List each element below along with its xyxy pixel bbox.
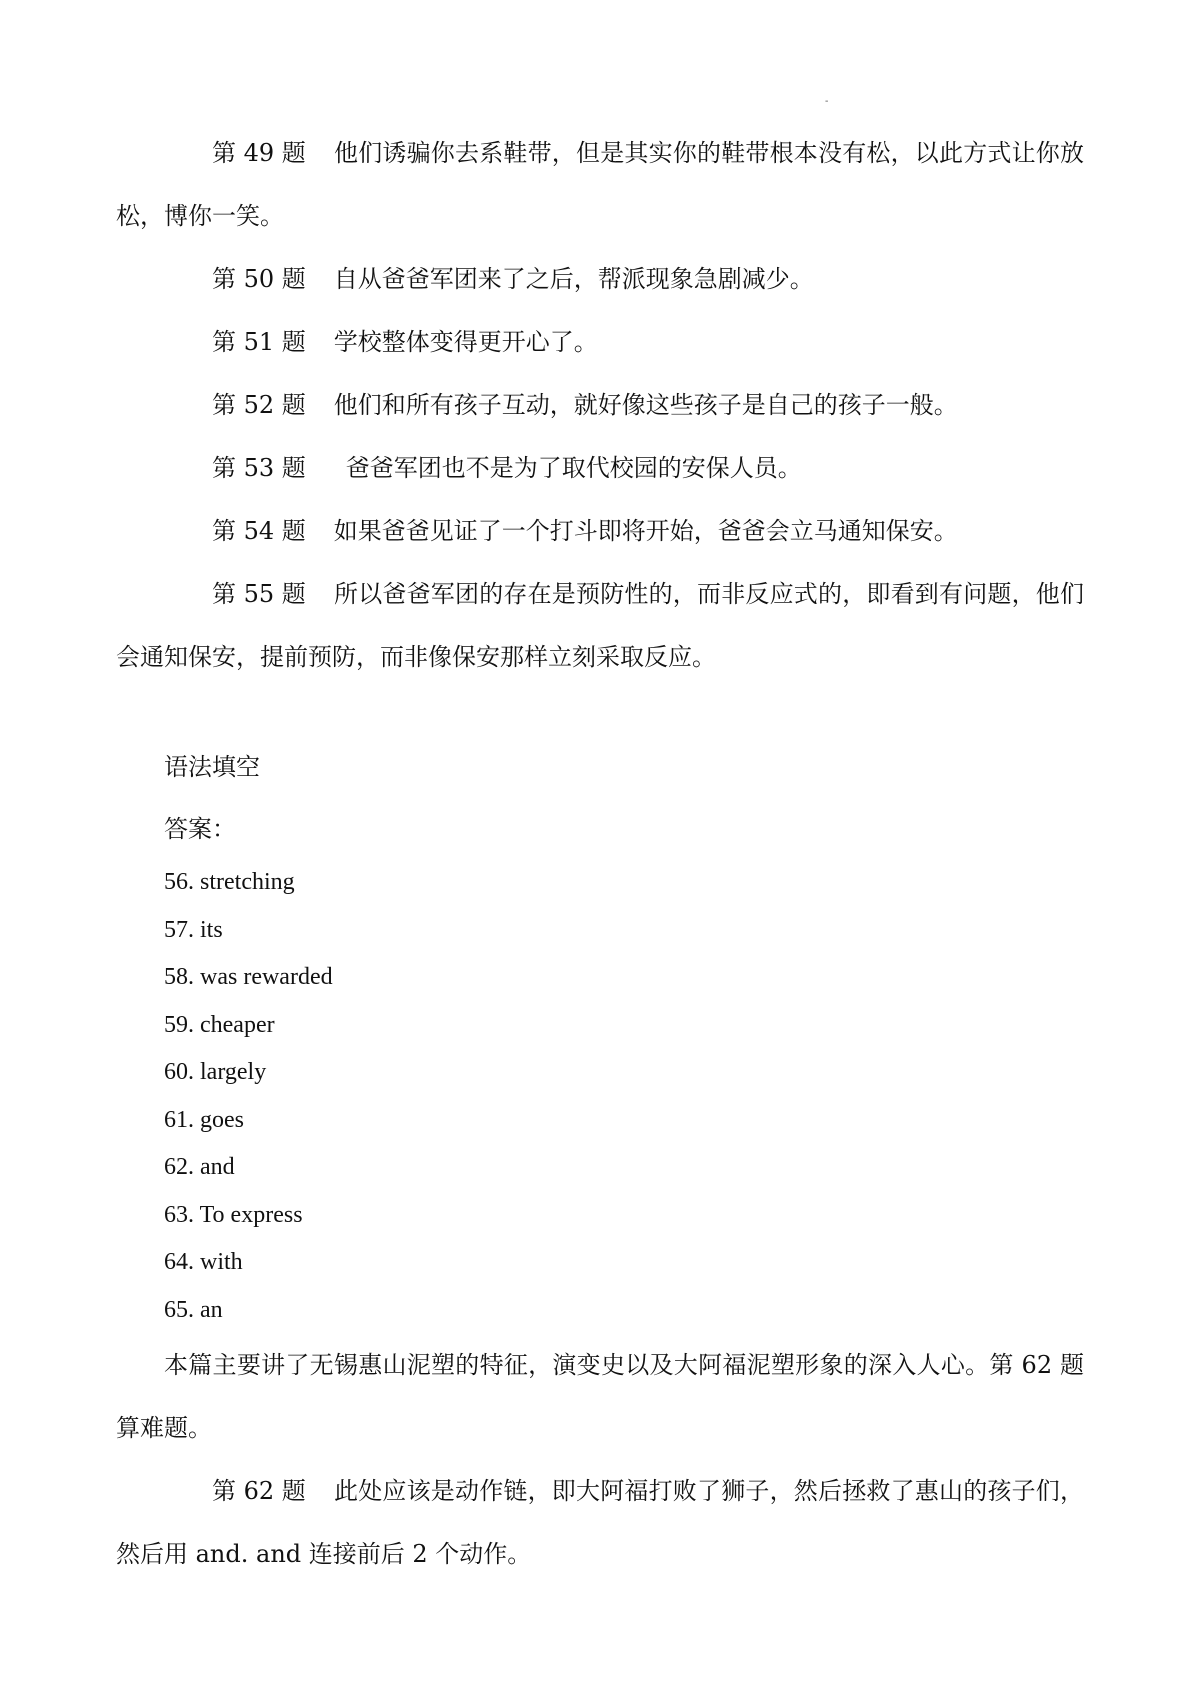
q62-note-text: 此处应该是动作链，即大阿福打败了狮子，然后拯救了惠山的孩子们，然后用 and. and 连接前后 2 个动作。: [116, 1477, 1084, 1568]
answer-item: 56. stretching: [164, 869, 295, 895]
answers-label: 答案：: [164, 815, 236, 843]
answer-item: 60. largely: [164, 1059, 267, 1085]
q54-text: 如果爸爸见证了一个打斗即将开始，爸爸会立马通知保安。: [333, 517, 958, 545]
q50-paragraph: [116, 248, 1084, 311]
q49-label: 第 49 题: [212, 139, 306, 167]
q52-paragraph: [116, 374, 1084, 437]
q49-text: 他们诱骗你去系鞋带，但是其实你的鞋带根本没有松，以此方式让你放松，博你一笑。: [116, 139, 1084, 230]
q51-label: 第 51 题: [212, 328, 306, 356]
section-gap: [116, 689, 1084, 736]
q55-paragraph: [116, 563, 1084, 689]
answer-item: 63. To express: [164, 1201, 303, 1228]
q50-label: 第 50 题: [212, 265, 306, 293]
q50-text: 自从爸爸军团来了之后，帮派现象急剧减少。: [333, 265, 814, 293]
q62-note-label: 第 62 题: [212, 1477, 306, 1505]
q52-label: 第 52 题: [212, 391, 306, 419]
document-content: [116, 122, 1084, 1586]
answer-list: [116, 859, 1084, 1334]
q52-text: 他们和所有孩子互动，就好像这些孩子是自己的孩子一般。: [333, 391, 958, 419]
answer-item: 58. was rewarded: [164, 964, 333, 990]
grammar-section-title: 语法填空: [164, 753, 260, 781]
summary-paragraph: 本篇主要讲了无锡惠山泥塑的特征，演变史以及大阿福泥塑形象的深入人心。第 62 题算难题。: [116, 1351, 1084, 1442]
q55-text: 所以爸爸军团的存在是预防性的，而非反应式的，即看到有问题，他们会通知保安，提前预防，而非像保安那样立刻采取反应。: [116, 580, 1084, 671]
answer-item: 62. and: [164, 1154, 235, 1180]
q51-paragraph: [116, 311, 1084, 374]
answer-item: 65. an: [164, 1296, 223, 1323]
q55-label: 第 55 题: [212, 580, 306, 608]
q49-paragraph: [116, 122, 1084, 248]
q54-label: 第 54 题: [212, 517, 306, 545]
q53-label: 第 53 题: [212, 454, 306, 482]
answer-item: 57. its: [164, 916, 223, 943]
q53-paragraph: [116, 437, 1084, 500]
answer-item: 59. cheaper: [164, 1011, 275, 1038]
answer-item: 64. with: [164, 1249, 243, 1275]
q54-paragraph: [116, 500, 1084, 563]
q53-text: 爸爸军团也不是为了取代校园的安保人员。: [345, 454, 802, 482]
answer-item: 61. goes: [164, 1106, 244, 1133]
q62-note-paragraph: [116, 1460, 1084, 1586]
header-mark: -: [825, 96, 829, 107]
q51-text: 学校整体变得更开心了。: [333, 328, 598, 356]
